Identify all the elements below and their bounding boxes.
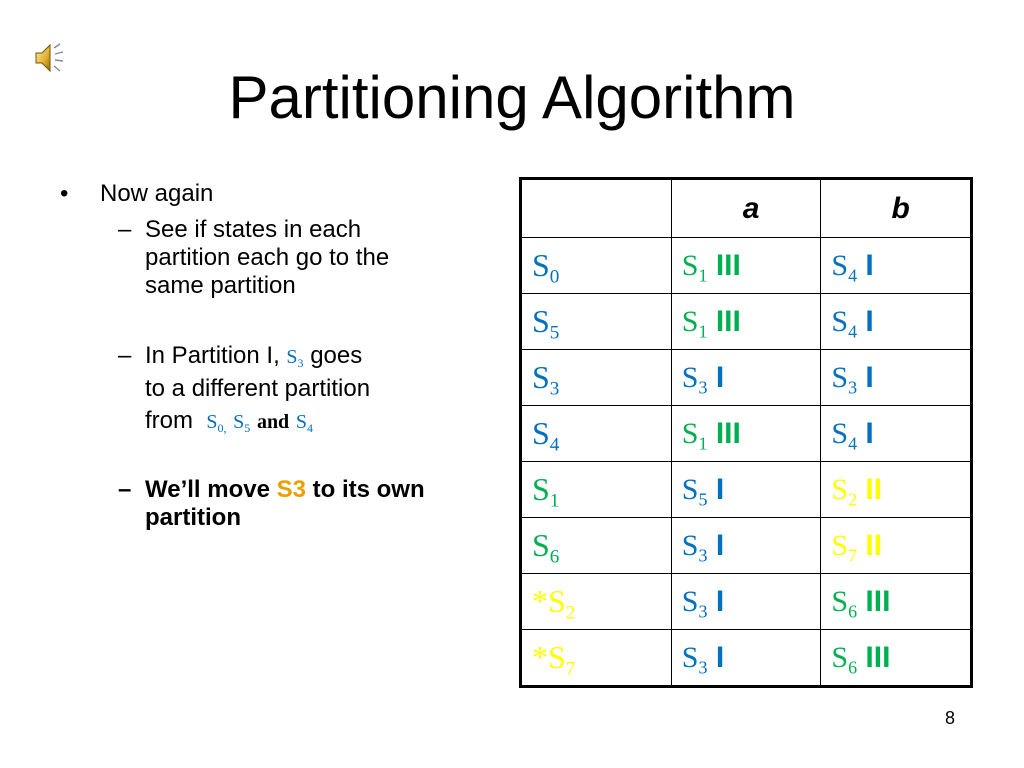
transition-b-cell: $S_4$ I	[821, 238, 972, 294]
table-row	[521, 350, 972, 406]
table-row	[521, 238, 972, 294]
sub-bullet-see-if	[118, 216, 448, 300]
line2: to a different partition	[145, 375, 371, 402]
state-s4: $S_4$	[295, 411, 313, 436]
transition-a-cell: $S_5$ I	[671, 462, 821, 518]
move-highlight: S3	[276, 476, 306, 503]
header-cell-empty	[521, 179, 672, 238]
move-suffix: to its own partition	[145, 476, 425, 531]
transition-a-cell: $S_3$ I	[671, 630, 821, 687]
sub-bullet-partition-i	[118, 340, 448, 438]
state-cell: $*S_7$	[521, 630, 672, 687]
dash: –	[118, 476, 132, 503]
transition-b-cell: $S_6$ III	[821, 630, 972, 687]
sub-bullet-text	[145, 340, 448, 438]
bullet-dot: •	[60, 180, 69, 207]
table-row	[521, 462, 972, 518]
table-row	[521, 630, 972, 687]
state-s3: $S_3$	[286, 346, 304, 371]
transition-a-cell: $S_3$ I	[671, 350, 821, 406]
transition-a-cell: $S_3$ I	[671, 518, 821, 574]
table-row	[521, 518, 972, 574]
transition-b-cell: $S_7$ II	[821, 518, 972, 574]
transition-a-cell: $S_1$ III	[671, 406, 821, 462]
sub-bullet-text	[145, 476, 448, 532]
transition-a-cell: $S_1$ III	[671, 294, 821, 350]
dash: –	[118, 342, 132, 369]
table-row	[521, 574, 972, 630]
transition-b-cell: $S_4$ I	[821, 294, 972, 350]
and-word: and	[256, 411, 290, 433]
table-header-row	[521, 179, 972, 238]
state-cell: $*S_2$	[521, 574, 672, 630]
header-cell-b: b	[821, 179, 972, 238]
state-cell: $S_4$	[521, 406, 672, 462]
state-transition-table	[519, 177, 973, 688]
transition-b-cell: $S_3$ I	[821, 350, 972, 406]
table-row	[521, 406, 972, 462]
header-cell-a: a	[671, 179, 821, 238]
line3-prefix: from	[145, 407, 193, 434]
sub-bullet-move-s3	[118, 476, 448, 532]
state-s5: $S_5$	[233, 411, 251, 436]
table-row	[521, 294, 972, 350]
state-cell: $S_0$	[521, 238, 672, 294]
state-cell: $S_6$	[521, 518, 672, 574]
sub-bullet-text: See if states in each partition each go to the same partition	[145, 216, 390, 299]
transition-a-cell: $S_3$ I	[671, 574, 821, 630]
move-prefix: We’ll move	[145, 476, 270, 503]
page-number: 8	[945, 708, 956, 728]
state-cell: $S_3$	[521, 350, 672, 406]
transition-b-cell: $S_2$ II	[821, 462, 972, 518]
state-cell: $S_1$	[521, 462, 672, 518]
bullet-now-again	[60, 180, 213, 208]
slide-title: Partitioning Algorithm	[228, 64, 796, 131]
state-cell: $S_5$	[521, 294, 672, 350]
transition-b-cell: $S_4$ I	[821, 406, 972, 462]
transition-b-cell: $S_6$ III	[821, 574, 972, 630]
line1-suffix: goes	[310, 342, 363, 369]
transition-a-cell: $S_1$ III	[671, 238, 821, 294]
line1-prefix: In Partition I,	[145, 342, 280, 369]
dash: –	[118, 216, 132, 243]
state-s0: $S_{0,}$	[206, 411, 227, 436]
bullet-text: Now again	[100, 180, 214, 207]
